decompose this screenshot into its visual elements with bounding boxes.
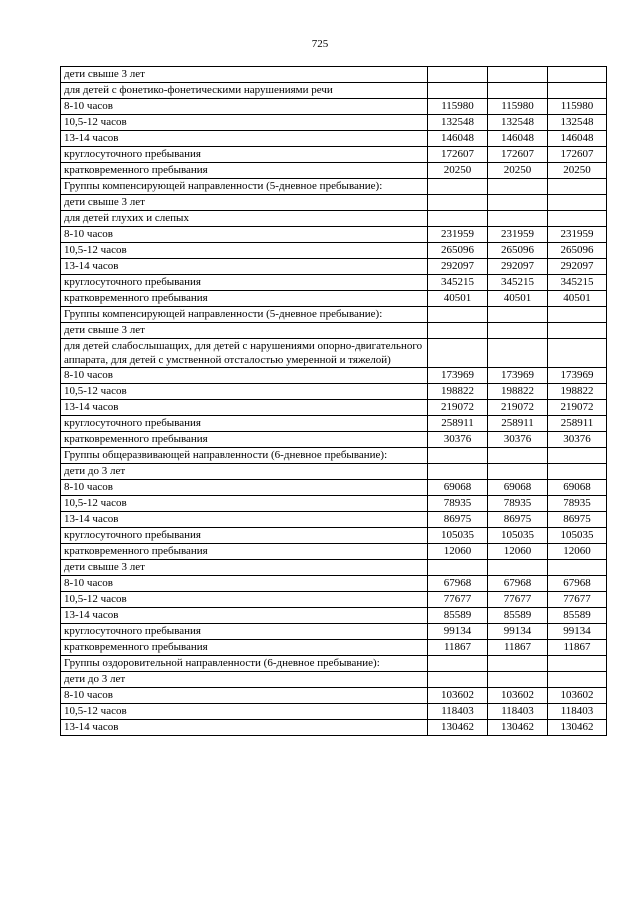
- row-label: для детей слабослышащих, для детей с нарушениями опорно-двигательного аппарата, для детей с умственной отсталостью умеренной и тяжелой): [61, 339, 428, 368]
- table-row: [61, 323, 607, 339]
- value-cell: [488, 448, 548, 464]
- value-cell: [428, 179, 488, 195]
- table-row: [61, 384, 607, 400]
- row-label: 10,5-12 часов: [61, 115, 428, 131]
- row-label: Группы компенсирующей направленности (5-дневное пребывание):: [61, 307, 428, 323]
- value-cell: 115980: [548, 99, 607, 115]
- value-cell: 219072: [548, 400, 607, 416]
- value-cell: 132548: [548, 115, 607, 131]
- value-cell: 77677: [548, 592, 607, 608]
- table-row: [61, 512, 607, 528]
- table-row: [61, 416, 607, 432]
- value-cell: 20250: [548, 163, 607, 179]
- value-cell: [548, 323, 607, 339]
- row-label: 13-14 часов: [61, 400, 428, 416]
- row-label: дети свыше 3 лет: [61, 195, 428, 211]
- value-cell: 173969: [548, 368, 607, 384]
- value-cell: 172607: [428, 147, 488, 163]
- value-cell: 20250: [428, 163, 488, 179]
- row-label: 8-10 часов: [61, 99, 428, 115]
- value-cell: 258911: [428, 416, 488, 432]
- table-row: [61, 195, 607, 211]
- row-label: 13-14 часов: [61, 608, 428, 624]
- value-cell: [428, 672, 488, 688]
- value-cell: 198822: [488, 384, 548, 400]
- value-cell: 258911: [548, 416, 607, 432]
- table-row: [61, 243, 607, 259]
- value-cell: 20250: [488, 163, 548, 179]
- value-cell: [488, 211, 548, 227]
- row-label: дети до 3 лет: [61, 464, 428, 480]
- row-label: кратковременного пребывания: [61, 640, 428, 656]
- table-row: [61, 99, 607, 115]
- row-label: Группы компенсирующей направленности (5-дневное пребывание):: [61, 179, 428, 195]
- value-cell: [428, 195, 488, 211]
- row-label: 10,5-12 часов: [61, 592, 428, 608]
- value-cell: 77677: [488, 592, 548, 608]
- table-row: [61, 147, 607, 163]
- table-row: [61, 131, 607, 147]
- table-row: [61, 400, 607, 416]
- row-label: дети свыше 3 лет: [61, 560, 428, 576]
- table-row: [61, 576, 607, 592]
- value-cell: 85589: [548, 608, 607, 624]
- table-row: [61, 624, 607, 640]
- table-row: [61, 67, 607, 83]
- value-cell: 103602: [548, 688, 607, 704]
- value-cell: 40501: [428, 291, 488, 307]
- value-cell: 292097: [428, 259, 488, 275]
- value-cell: [428, 323, 488, 339]
- value-cell: [488, 195, 548, 211]
- row-label: кратковременного пребывания: [61, 291, 428, 307]
- value-cell: 86975: [548, 512, 607, 528]
- table-row: [61, 640, 607, 656]
- value-cell: 12060: [428, 544, 488, 560]
- value-cell: 69068: [488, 480, 548, 496]
- table-row: [61, 496, 607, 512]
- row-label: для детей с фонетико-фонетическими нарушениями речи: [61, 83, 428, 99]
- value-cell: 105035: [548, 528, 607, 544]
- value-cell: 231959: [548, 227, 607, 243]
- value-cell: 67968: [488, 576, 548, 592]
- row-label: 10,5-12 часов: [61, 704, 428, 720]
- value-cell: [488, 83, 548, 99]
- value-cell: 99134: [548, 624, 607, 640]
- value-cell: 231959: [488, 227, 548, 243]
- value-cell: 130462: [548, 720, 607, 736]
- row-label: 13-14 часов: [61, 512, 428, 528]
- table-row: [61, 339, 607, 368]
- value-cell: [488, 672, 548, 688]
- value-cell: 69068: [548, 480, 607, 496]
- value-cell: [488, 339, 548, 368]
- value-cell: 118403: [548, 704, 607, 720]
- row-label: кратковременного пребывания: [61, 432, 428, 448]
- value-cell: 78935: [548, 496, 607, 512]
- value-cell: 265096: [488, 243, 548, 259]
- table-row: [61, 704, 607, 720]
- value-cell: 99134: [488, 624, 548, 640]
- value-cell: 40501: [488, 291, 548, 307]
- value-cell: 77677: [428, 592, 488, 608]
- value-cell: 198822: [548, 384, 607, 400]
- value-cell: 115980: [428, 99, 488, 115]
- table-row: [61, 275, 607, 291]
- row-label: для детей глухих и слепых: [61, 211, 428, 227]
- value-cell: [428, 339, 488, 368]
- table-row: [61, 464, 607, 480]
- table-row: [61, 432, 607, 448]
- value-cell: [548, 672, 607, 688]
- row-label: 10,5-12 часов: [61, 243, 428, 259]
- value-cell: 30376: [428, 432, 488, 448]
- value-cell: 231959: [428, 227, 488, 243]
- row-label: кратковременного пребывания: [61, 163, 428, 179]
- row-label: 13-14 часов: [61, 259, 428, 275]
- value-cell: [488, 323, 548, 339]
- value-cell: 345215: [488, 275, 548, 291]
- value-cell: [548, 307, 607, 323]
- value-cell: 258911: [488, 416, 548, 432]
- table-row: [61, 291, 607, 307]
- table-row: [61, 688, 607, 704]
- table-row: [61, 163, 607, 179]
- row-label: круглосуточного пребывания: [61, 416, 428, 432]
- value-cell: 146048: [428, 131, 488, 147]
- table-row: [61, 592, 607, 608]
- value-cell: 105035: [488, 528, 548, 544]
- row-label: 13-14 часов: [61, 720, 428, 736]
- row-label: дети до 3 лет: [61, 672, 428, 688]
- row-label: 10,5-12 часов: [61, 384, 428, 400]
- value-cell: 146048: [488, 131, 548, 147]
- row-label: круглосуточного пребывания: [61, 624, 428, 640]
- value-cell: 86975: [428, 512, 488, 528]
- row-label: кратковременного пребывания: [61, 544, 428, 560]
- row-label: дети свыше 3 лет: [61, 67, 428, 83]
- value-cell: 78935: [488, 496, 548, 512]
- value-cell: [548, 67, 607, 83]
- value-cell: 219072: [488, 400, 548, 416]
- table-row: [61, 115, 607, 131]
- value-cell: [488, 560, 548, 576]
- value-cell: [548, 448, 607, 464]
- table-row: [61, 560, 607, 576]
- value-cell: [488, 656, 548, 672]
- value-cell: [548, 211, 607, 227]
- value-cell: [548, 195, 607, 211]
- table-row: [61, 368, 607, 384]
- value-cell: 103602: [488, 688, 548, 704]
- value-cell: [428, 307, 488, 323]
- row-label: дети свыше 3 лет: [61, 323, 428, 339]
- value-cell: 132548: [428, 115, 488, 131]
- value-cell: [488, 464, 548, 480]
- page-number: 725: [311, 38, 329, 50]
- table-row: [61, 259, 607, 275]
- value-cell: 11867: [548, 640, 607, 656]
- value-cell: 292097: [488, 259, 548, 275]
- value-cell: [428, 464, 488, 480]
- row-label: Группы оздоровительной направленности (6-дневное пребывание):: [61, 656, 428, 672]
- value-cell: 85589: [428, 608, 488, 624]
- value-cell: 12060: [548, 544, 607, 560]
- value-cell: 130462: [428, 720, 488, 736]
- value-cell: 345215: [548, 275, 607, 291]
- row-label: круглосуточного пребывания: [61, 275, 428, 291]
- row-label: 13-14 часов: [61, 131, 428, 147]
- value-cell: 30376: [548, 432, 607, 448]
- table-row: [61, 83, 607, 99]
- value-cell: 99134: [428, 624, 488, 640]
- row-label: круглосуточного пребывания: [61, 528, 428, 544]
- value-cell: 172607: [488, 147, 548, 163]
- value-cell: [548, 560, 607, 576]
- tariff-table-body: [61, 67, 607, 736]
- value-cell: 40501: [548, 291, 607, 307]
- value-cell: [548, 83, 607, 99]
- value-cell: [548, 339, 607, 368]
- value-cell: 67968: [548, 576, 607, 592]
- table-row: [61, 448, 607, 464]
- value-cell: 86975: [488, 512, 548, 528]
- row-label: круглосуточного пребывания: [61, 147, 428, 163]
- table-row: [61, 179, 607, 195]
- value-cell: 146048: [548, 131, 607, 147]
- table-row: [61, 672, 607, 688]
- table-row: [61, 544, 607, 560]
- value-cell: 173969: [488, 368, 548, 384]
- value-cell: 67968: [428, 576, 488, 592]
- table-row: [61, 227, 607, 243]
- value-cell: 12060: [488, 544, 548, 560]
- row-label: 8-10 часов: [61, 480, 428, 496]
- value-cell: [488, 67, 548, 83]
- row-label: 8-10 часов: [61, 368, 428, 384]
- value-cell: [428, 448, 488, 464]
- value-cell: 130462: [488, 720, 548, 736]
- value-cell: 172607: [548, 147, 607, 163]
- value-cell: 11867: [428, 640, 488, 656]
- value-cell: 345215: [428, 275, 488, 291]
- value-cell: 30376: [488, 432, 548, 448]
- value-cell: [488, 307, 548, 323]
- value-cell: 11867: [488, 640, 548, 656]
- value-cell: [548, 656, 607, 672]
- value-cell: 265096: [428, 243, 488, 259]
- value-cell: 198822: [428, 384, 488, 400]
- value-cell: 219072: [428, 400, 488, 416]
- value-cell: 69068: [428, 480, 488, 496]
- row-label: 8-10 часов: [61, 576, 428, 592]
- row-label: 10,5-12 часов: [61, 496, 428, 512]
- value-cell: [428, 560, 488, 576]
- value-cell: 132548: [488, 115, 548, 131]
- table-row: [61, 720, 607, 736]
- value-cell: 265096: [548, 243, 607, 259]
- table-row: [61, 307, 607, 323]
- table-row: [61, 656, 607, 672]
- value-cell: [428, 67, 488, 83]
- value-cell: [548, 464, 607, 480]
- value-cell: [488, 179, 548, 195]
- table-row: [61, 528, 607, 544]
- tariff-table: [60, 66, 607, 736]
- row-label: 8-10 часов: [61, 688, 428, 704]
- value-cell: [428, 83, 488, 99]
- value-cell: 115980: [488, 99, 548, 115]
- row-label: 8-10 часов: [61, 227, 428, 243]
- value-cell: [548, 179, 607, 195]
- value-cell: 118403: [488, 704, 548, 720]
- table-row: [61, 211, 607, 227]
- value-cell: 78935: [428, 496, 488, 512]
- table-row: [61, 480, 607, 496]
- value-cell: 173969: [428, 368, 488, 384]
- value-cell: [428, 656, 488, 672]
- value-cell: 105035: [428, 528, 488, 544]
- value-cell: 292097: [548, 259, 607, 275]
- value-cell: 103602: [428, 688, 488, 704]
- value-cell: 85589: [488, 608, 548, 624]
- row-label: Группы общеразвивающей направленности (6-дневное пребывание):: [61, 448, 428, 464]
- value-cell: 118403: [428, 704, 488, 720]
- table-row: [61, 608, 607, 624]
- value-cell: [428, 211, 488, 227]
